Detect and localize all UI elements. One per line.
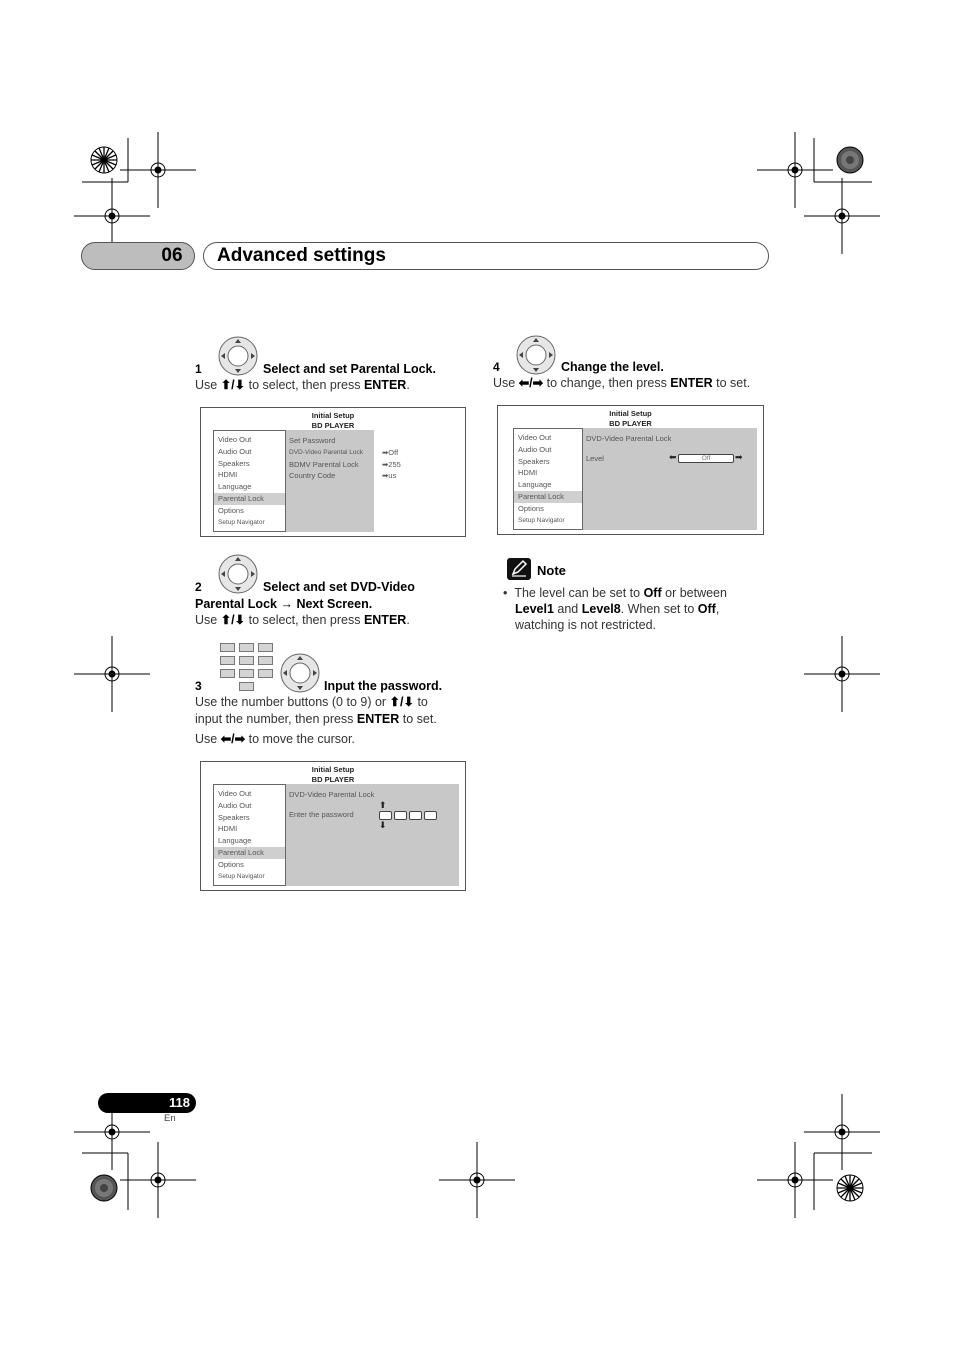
chapter-number: 06 — [161, 245, 183, 266]
menu-item: Video Out — [218, 789, 252, 798]
password-digit-box — [409, 811, 422, 820]
osd-header: DVD-Video Parental Lock — [289, 790, 375, 799]
osd-subtitle: BD PLAYER — [311, 421, 355, 430]
osd-title: Initial Setup — [609, 409, 652, 418]
menu-item: Audio Out — [518, 444, 552, 454]
step-number: 1 — [195, 362, 202, 376]
step-instructions: Use ⬅/➡ to move the cursor. — [195, 732, 355, 746]
remote-joystick-icon — [218, 554, 258, 594]
right-arrow-icon: ➡ — [735, 452, 743, 462]
step-heading: Select and set DVD-Video — [263, 580, 415, 594]
step-instructions: Use ⬅/➡ to change, then press ENTER to set. — [493, 376, 751, 390]
menu-item: Speakers — [518, 456, 550, 466]
step-heading-cont: Parental Lock → Next Screen. — [195, 597, 373, 611]
osd-screen-password — [200, 761, 466, 891]
menu-item: HDMI — [518, 468, 538, 478]
osd-screen-level — [497, 405, 764, 535]
step-heading: Change the level. — [561, 360, 664, 374]
osd-value: ➡us — [382, 471, 397, 480]
password-digit-box — [424, 811, 437, 820]
menu-item: Options — [218, 505, 244, 515]
step-number: 2 — [195, 580, 202, 594]
down-arrow-icon: ⬇ — [379, 820, 387, 830]
osd-option: DVD-Video Parental Lock — [289, 449, 363, 456]
page-number: 118 — [169, 1095, 190, 1110]
menu-item: HDMI — [218, 470, 238, 480]
osd-menu — [213, 784, 286, 886]
step-number: 4 — [493, 360, 500, 374]
osd-value: ➡255 — [382, 460, 401, 469]
menu-item: Setup Navigator — [218, 872, 265, 880]
left-arrow-icon: ⬅ — [669, 452, 677, 462]
menu-item: Language — [218, 482, 252, 492]
menu-item: Speakers — [218, 812, 250, 822]
osd-subtitle: BD PLAYER — [311, 775, 355, 784]
menu-item: Video Out — [518, 433, 552, 442]
menu-item: Options — [518, 503, 544, 513]
osd-title: Initial Setup — [311, 411, 355, 420]
menu-item: Video Out — [218, 435, 252, 444]
note-body: • The level can be set to Off or between Level1 and Level8. When set to Off, watching is not restricted. — [503, 586, 727, 632]
remote-joystick-icon — [280, 653, 320, 693]
osd-panel — [286, 784, 459, 886]
chapter-title: Advanced settings — [217, 245, 386, 266]
osd-menu — [513, 428, 583, 530]
osd-header: DVD-Video Parental Lock — [586, 434, 672, 443]
menu-item: HDMI — [218, 824, 238, 834]
password-digit-box — [379, 811, 392, 820]
osd-option: BDMV Parental Lock — [289, 460, 359, 469]
osd-title: Initial Setup — [311, 765, 355, 774]
step-number: 3 — [195, 679, 202, 693]
menu-item: Audio Out — [218, 446, 252, 456]
osd-menu — [213, 430, 286, 532]
remote-joystick-icon — [218, 336, 258, 376]
step-instructions: input the number, then press ENTER to set. — [195, 712, 437, 726]
osd-subtitle: BD PLAYER — [609, 419, 652, 428]
step-instructions: Use the number buttons (0 to 9) or ⬆/⬇ to — [195, 695, 428, 709]
osd-prompt: Enter the password — [289, 810, 354, 819]
step-heading: Input the password. — [324, 679, 443, 693]
menu-item: Setup Navigator — [518, 516, 565, 524]
pencil-icon — [507, 558, 531, 580]
step-heading: Select and set Parental Lock. — [263, 362, 436, 376]
menu-item: Language — [518, 480, 552, 490]
level-value-field: Off — [678, 454, 734, 463]
menu-item: Audio Out — [218, 800, 252, 810]
osd-panel — [583, 428, 757, 530]
step-instructions: Use ⬆/⬇ to select, then press ENTER. — [195, 378, 410, 392]
osd-value: ➡Off — [382, 448, 399, 457]
remote-joystick-icon — [516, 335, 556, 375]
menu-item: Setup Navigator — [218, 518, 265, 526]
note-heading: Note — [537, 563, 566, 578]
menu-item: Options — [218, 859, 244, 869]
menu-item-selected: Parental Lock — [214, 493, 285, 505]
osd-option: Country Code — [289, 471, 336, 480]
osd-screen-parental-lock — [200, 407, 466, 537]
menu-item: Speakers — [218, 458, 250, 468]
osd-option: Set Password — [289, 436, 336, 445]
menu-item-selected: Parental Lock — [214, 847, 285, 859]
step-instructions: Use ⬆/⬇ to select, then press ENTER. — [195, 613, 410, 627]
password-digit-box — [394, 811, 407, 820]
menu-item-selected: Parental Lock — [514, 491, 582, 503]
language-code: En — [164, 1113, 176, 1124]
menu-item: Language — [218, 836, 252, 846]
osd-panel — [286, 430, 374, 532]
up-arrow-icon: ⬆ — [379, 800, 387, 810]
osd-label: Level — [586, 454, 604, 463]
